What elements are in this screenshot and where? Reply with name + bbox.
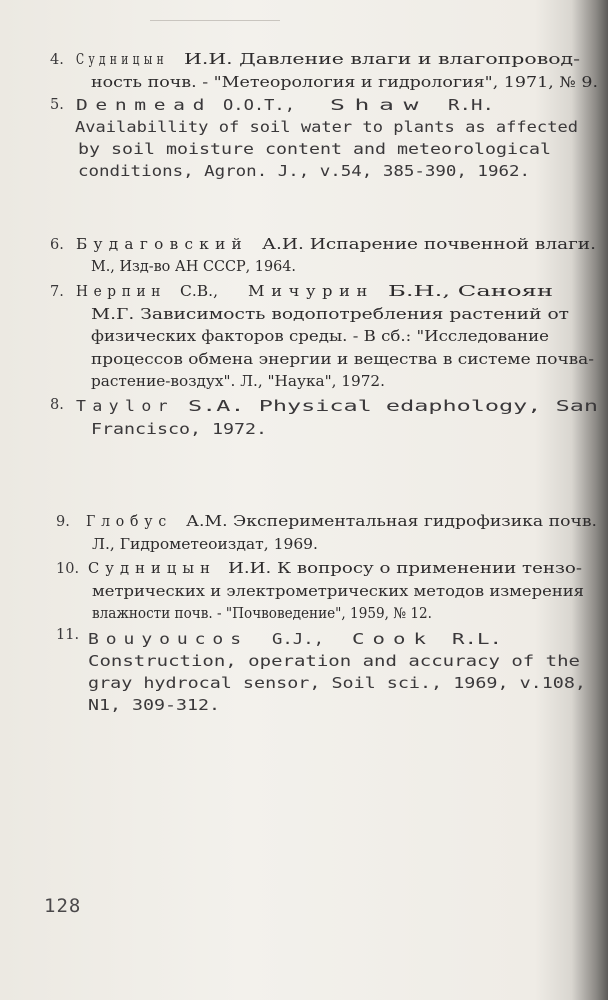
ref-author: Нерпин <box>76 284 166 300</box>
ref-author: Глобус <box>86 514 172 530</box>
ref-text: R.L. <box>452 630 502 648</box>
ref-number: 4. <box>50 52 64 68</box>
ref-author: Taylor <box>76 397 174 415</box>
ref-text: Л., Гидрометеоиздат, 1969. <box>92 537 318 553</box>
ref-author: Судницын <box>88 561 216 577</box>
ref-number: 7. <box>50 284 64 300</box>
ref-text: растение-воздух". Л., "Наука", 1972. <box>91 374 386 390</box>
ref-author: Судницын <box>76 52 168 68</box>
ref-author: Shaw <box>330 96 428 114</box>
ref-text: влажности почв. - "Почвоведение", 1959, № 12. <box>92 606 432 622</box>
ref-text: Б.Н., Саноян <box>388 284 553 300</box>
ref-text: процессов обмена энергии и вещества в системе почва- <box>91 352 594 368</box>
ref-text: conditions, Agron. J., v.54, 385-390, 1962. <box>78 162 530 180</box>
ref-author: Мичурин <box>248 284 374 300</box>
ref-text: ность почв. - "Метеорология и гидрология", 1971, № 9. <box>91 75 598 91</box>
ref-author: Cook <box>352 630 434 648</box>
ref-number: 11. <box>56 627 80 643</box>
ref-text: N1, 309-312. <box>88 696 220 714</box>
ref-number: 10. <box>56 561 80 577</box>
ref-text: И.И. К вопросу о применении тензо- <box>228 561 582 577</box>
ref-text: gray hydrocal sensor, Soil sci., 1969, v.108, <box>88 674 586 692</box>
ref-text: by soil moisture content and meteorological <box>78 140 551 158</box>
ref-author: Denmead <box>76 96 212 114</box>
ref-text: O.O.T., <box>223 96 295 114</box>
ref-text: А.И. Испарение почвенной влаги. <box>262 237 596 253</box>
header-rule <box>150 20 280 21</box>
ref-text: Construction, operation and accuracy of the <box>88 652 580 670</box>
ref-text: С.В., <box>180 284 218 300</box>
ref-text: А.М. Экспериментальная гидрофизика почв. <box>186 514 597 530</box>
ref-text: Francisco, 1972. <box>91 420 267 438</box>
ref-text: М.Г. Зависимость водопотребления растений от <box>91 307 569 323</box>
page-number: 128 <box>44 895 82 917</box>
ref-text: R.H. <box>448 96 494 114</box>
ref-number: 6. <box>50 237 64 253</box>
ref-text: М., Изд-во АН СССР, 1964. <box>91 259 296 275</box>
ref-text: И.И. Давление влаги и влагопровод- <box>184 52 580 68</box>
ref-text: физических факторов среды. - В сб.: "Исследование <box>91 329 549 345</box>
ref-text: Availabillity of soil water to plants as affected <box>75 118 578 136</box>
ref-number: 5. <box>50 97 64 113</box>
ref-text: метрических и электрометрических методов измерения <box>92 584 584 600</box>
ref-author: Будаговский <box>76 237 248 253</box>
ref-text: S.A. Physical edaphology, San <box>188 397 598 415</box>
ref-author: Bouyoucos <box>88 630 248 648</box>
ref-number: 9. <box>56 514 70 530</box>
ref-number: 8. <box>50 397 64 413</box>
ref-text: G.J., <box>272 630 324 648</box>
